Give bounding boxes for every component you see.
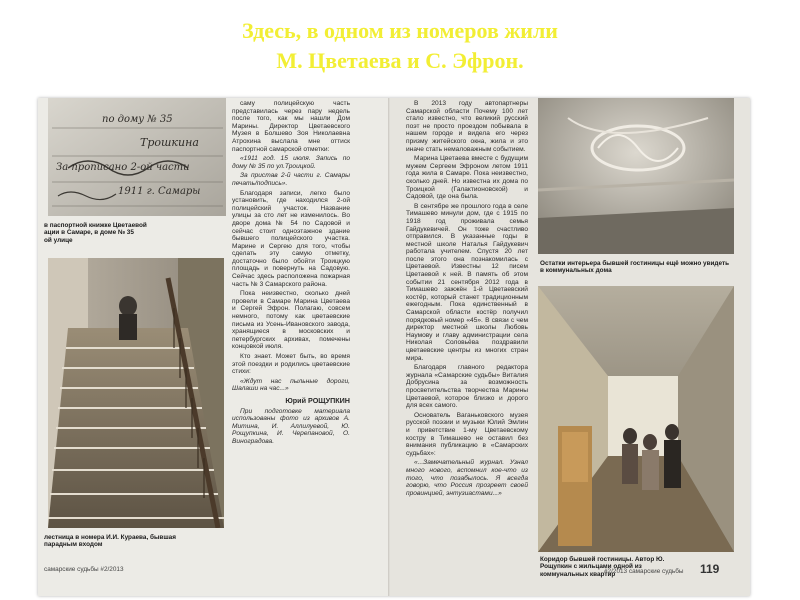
ceiling-caption: Остатки интерьера бывшей гостиницы ещё можно увидеть в коммунальных дома — [540, 260, 730, 275]
paragraph: Марина Цветаева вместе с будущим мужем Сергеем Эфроном летом 1911 года жила в Самаре. Пока неизвестно, сколько дней. Но известна их дома по Троицкой (Галактионовской) и Садовой, где она была. — [406, 155, 528, 201]
staircase-image — [48, 258, 224, 528]
left-text-column — [232, 100, 350, 568]
paragraph: саму полицейскую часть представилась через пару недель после того, как мы нашли Дом Марины. Директор Цветаевского Музея в Болшево Зоя Николаевна Атрохина выслала мне оттиск паспортной самарской отметки: — [232, 100, 350, 153]
photo-credits: При подготовке материала использованы фото из архивов А. Митина, И. Аллилуевой, Ю. Рощупкина, И. Черепановой, О. Виноградова. — [232, 407, 350, 445]
passport-caption: в паспортной книжке Цветаевой ации в Самаре, в доме № 35 ой улице — [44, 222, 147, 244]
staircase-caption: лестница в номера И.И. Кураева, бывшая парадным входом — [44, 534, 176, 549]
passport-line-3: За прописано 2-ой части — [56, 162, 190, 173]
paragraph: Пока неизвестно, сколько дней провели в Самаре Марина Цветаева и Сергей Эфрон. Полагаю, совсем немного, потому как цветаевские письма из Усень-Ивановского завода, хранящиеся в московских и петербургских архивах, помечены концовкой июля. — [232, 290, 350, 351]
passport-line-4: 1911 г. Самары — [118, 186, 201, 197]
magazine-spread — [38, 98, 750, 596]
paragraph: В сентябре же прошлого года в селе Тимашево минули дом, где с 1915 по 1918 год проживала семья Гайдукевичей. Он тоже счастливо отправился. В указанные годы в местной школе Наталья Гайдукевич работала учителем. Спустя 20 лет после этого она познакомилась с Цветаевой. Известны 12 писем Цветаевой к ней. В память об этом событии 21 сентября 2012 года в Тимашево зажжён 1-й Цветаевский костёр, который станет традиционным ежегодным. Пока единственный в Самарской области костёр получил порядковый номер «45». В связи с чем директор местной школы Любовь Наумову и главу администрации села Николая Соловьёва поздравили цветаевские центры из многих стран мира. — [406, 202, 528, 362]
poem-quote: «Ждут нас пыльные дороги, Шалаши на час...» — [232, 377, 350, 393]
left-page — [38, 98, 390, 596]
left-footer: самарские судьбы #2/2013 — [44, 566, 124, 573]
ceiling-photo — [538, 98, 734, 254]
right-page — [390, 98, 750, 596]
title-line-2: М. Цветаева и С. Эфрон. — [276, 48, 524, 73]
paragraph: Кто знает. Может быть, во время этой поездки и родились цветаевские стихи: — [232, 353, 350, 376]
ceiling-image — [538, 98, 734, 254]
paragraph: Благодаря главного редактора журнала «Самарские судьбы» Виталия Добрусина за возможность просветительства творчества Марины Цветаевой, которое близко и дорого для всех самого. — [406, 364, 528, 410]
author-name: Юрий РОЩУПКИН — [285, 395, 350, 405]
corridor-caption: Коридор бывшей гостиницы. Автор Ю. Рощупкин с жильцами одной из коммунальных квартир — [540, 556, 665, 578]
slide-title — [0, 16, 800, 76]
passport-record-photo — [48, 98, 226, 216]
quote: «...Замечательный журнал. Узнал много нового, вспомнил кое-что из того, что позабылось. Я всегда говорю, что Россия прозреет своей провинцией, энтузиастами...» — [406, 459, 528, 497]
paragraph: В 2013 году автопартнеры Самарской области Почему 100 лет стало известно, что великий русский поэт не просто проездом побывала в нашем городе и видела его через призму житейского окна, жила и это иначе стать немаловажным событием. — [406, 100, 528, 153]
corridor-photo — [538, 286, 734, 552]
paragraph: Основатель Ваганьковского музея русской поэзии и музыки Юлий Эмлин и приветствие 1-му Цветаевскому костру в Тимашево не оставил без внимания публикацию в «Самарских судьбах»: — [406, 411, 528, 457]
quote: За пристав 2-й части г. Самары печать/подпись». — [232, 172, 350, 187]
corridor-image — [538, 286, 734, 552]
title-line-1: Здесь, в одном из номеров жили — [242, 18, 558, 43]
right-footer: #2/2013 самарские судьбы — [604, 568, 684, 575]
quote: «1911 год. 15 июля. Запись по дому № 35 по ул.Троицкой. — [232, 155, 350, 170]
passport-line-1: по дому № 35 — [102, 114, 173, 125]
staircase-photo — [48, 258, 224, 528]
page-number: 119 — [700, 562, 720, 576]
passport-line-2: Трошкина — [140, 136, 199, 149]
paragraph: Благодаря записи, легко было установить, где находился 2-ой полицейский участок. Название улицы за сто лет не изменилось. Во дворе дома № 54 по Садовой и сейчас стоит одноэтажное здание бывшего полицейского участка. Марине и Сергею для того, чтобы сделать эту самую отметку, достаточно было обойти Троицкую площадь и повернуть на Садовую. Сейчас здесь расположена пожарная часть № 3 Самарского района. — [232, 189, 350, 288]
right-text-column — [406, 100, 528, 576]
